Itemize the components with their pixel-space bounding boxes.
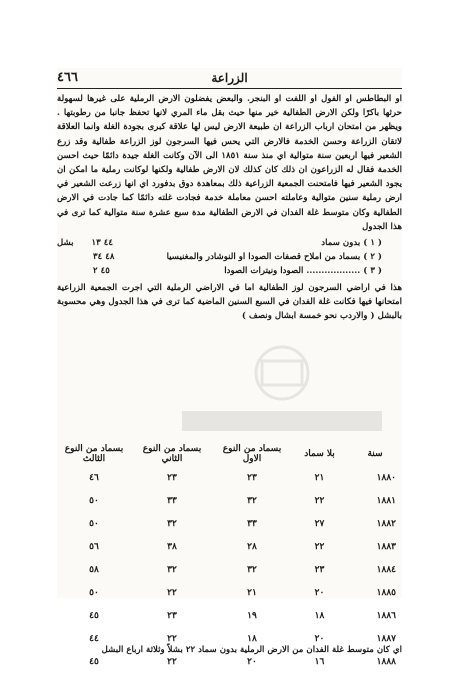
column-header: سنة (367, 449, 383, 459)
table-cell: ١٨٨٠ (376, 472, 396, 483)
paragraph-2: هذا في اراضي السرجون لوز الطفالية اما في الاراضي الرملية التي اجرت الجمعية الزراعية امتحانها فيها فكانت غلة الفدان في السبع السنين الماضية كما ترى في هذا الجدول وهي محسوبة بالبشل ( والاردب نحو خمسة ابشال ونصف ) (57, 282, 402, 322)
table-cell: ٢٢ (314, 541, 325, 552)
table-cell: ٢١ (247, 587, 257, 598)
table-row (57, 581, 402, 604)
table-cell: ٣٢ (247, 564, 257, 575)
body-text (57, 92, 402, 323)
table-header-row (57, 442, 402, 466)
table-cell: ٢٢ (167, 633, 177, 644)
table-cell: ٢٢ (167, 587, 177, 598)
running-title: الزراعة (211, 71, 248, 85)
fertilizer-amount: ٤٤ ١٣ (91, 238, 113, 249)
fertilizer-amount: ٤٥ ٢ (93, 266, 110, 277)
table-cell: ٢١ (314, 472, 325, 483)
fertilizer-amount: ٤٨ ٣٤ (93, 252, 115, 263)
fertilizer-list (57, 236, 402, 279)
table-cell: ١٨٨٥ (376, 587, 396, 598)
table-cell: ٥٠ (89, 587, 99, 598)
table-cell: ٢٣ (314, 564, 325, 575)
table-cell: ١٨٨٣ (376, 541, 396, 552)
table-cell: ١٨٨٨ (376, 656, 396, 667)
column-header: بسماد من النوع الثالث (64, 444, 124, 464)
fertilizer-value (57, 250, 114, 264)
column-header: بلا سماد (304, 449, 335, 459)
column-header: بسماد من النوع الاول (222, 444, 282, 464)
fertilizer-value (57, 236, 113, 250)
table-cell: ٤٥ (89, 656, 99, 667)
table-cell: ٣٣ (247, 518, 257, 529)
table-cell: ٢٣ (167, 610, 177, 621)
table-cell: ٢٠ (314, 587, 325, 598)
yield-table (57, 442, 402, 673)
table-cell: ٣٨ (167, 541, 177, 552)
table-cell: ٣٣ (167, 495, 177, 506)
table-cell: ٢٨ (247, 541, 257, 552)
table-cell: ٣٢ (167, 518, 177, 529)
fertilizer-unit: بشل (57, 238, 74, 249)
fertilizer-label: ( ٢ ) بسماد من املاح قصفات الصودا او النوشادر والمغنيسيا (166, 252, 382, 263)
table-cell: ١٩ (247, 610, 257, 621)
table-cell: ٢٠ (314, 633, 325, 644)
book-page (57, 68, 402, 667)
table-cell: ٢٢ (314, 495, 325, 506)
column-header: بسماد من النوع الثاني (142, 444, 202, 464)
fertilizer-row (57, 236, 402, 250)
footer-text: اي كان متوسط غلة الفدان من الارض الرملية بدون سماد ٢٢ بشلاً وثلاثة ارباع البشل (101, 645, 402, 655)
table-row (57, 466, 402, 489)
table-cell: ٥٨ (89, 564, 99, 575)
table-row (57, 535, 402, 558)
table-cell: ١٦ (314, 656, 325, 667)
fertilizer-row (57, 250, 402, 264)
table-cell: ١٨٨١ (376, 495, 396, 506)
fertilizer-label: ( ٣ ) .................. الصودا ونيترات الصودا (224, 266, 382, 277)
table-cell: ٢٧ (314, 518, 325, 529)
table-row (57, 489, 402, 512)
table-cell: ٤٥ (89, 610, 99, 621)
table-cell: ٢٠ (247, 656, 257, 667)
table-cell: ١٨ (314, 610, 325, 621)
fertilizer-value (57, 264, 110, 278)
table-cell: ٤٤ (89, 633, 99, 644)
table-cell: ٤٦ (89, 472, 99, 483)
table-cell: ١٨٨٢ (376, 518, 396, 529)
table-row (57, 604, 402, 627)
table-cell: ٢٢ (167, 656, 177, 667)
table-cell: ٢٣ (167, 472, 177, 483)
page-number: ٤٦٦ (57, 70, 78, 85)
fertilizer-row (57, 264, 402, 278)
paragraph-1: او البطاطس او الفول او اللفت او البنجر. والبعض يفضلون الارض الرملية على غيرها لسهولة حرثها باكرًا ولكن الارض الطفالية خير منها حيث بقل ماء المري لانها تحفظ جانبا من رطوبتها . ويظهر من امتحان ارباب الزراعة ان طبيعة الارض ليس لها علاقة كبرى بجودة الغلة وانما العلاقة لاتقان الزراعة وحسن الخدمة فالارض التي يحس فيها السرجون لوز الزراعة طفالية وقد زرع الشعير فيها اربعين سنة متوالية اي منذ سنة ١٨٥١ الى الآن وكانت الغلة جيدة دائمًا حيث احسن الخدمة فقال له الزراعون ان ذلك كان كذلك لان الارض طفالية ولكنها لوكانت رملية ما امكن ان يجود الشعير فيها فامتحنت الجمعية الزراعية ذلك بمعاهدة دوق بدفورد اي انها زرعت الشعير في ارض رملية سنين متوالية وعاملته احسن معاملة خدمة فجادت غلته دائمًا كما جادت في الارض الطفالية وكان متوسط غلة الفدان في الارض الطفالية مدة سبع عشرة سنة متوالية كما ترى في هذا الجدول (57, 94, 402, 232)
table-cell: ٢٣ (247, 472, 257, 483)
table-cell: ٥٠ (89, 518, 99, 529)
table-cell: ١٨٨٧ (376, 633, 396, 644)
page-header (57, 68, 402, 89)
table-cell: ١٨٨٤ (376, 564, 396, 575)
table-cell: ٥٦ (89, 541, 99, 552)
table-cell: ١٨٨٦ (376, 610, 396, 621)
table-row (57, 558, 402, 581)
fertilizer-label: ( ١ ) بدون سماد (321, 238, 382, 249)
table-cell: ١٨ (247, 633, 257, 644)
table-cell: ٥٠ (89, 495, 99, 506)
table-cell: ٣٢ (167, 564, 177, 575)
archive-watermark-icon (162, 333, 402, 443)
table-row (57, 512, 402, 535)
table-cell: ٣٢ (247, 495, 257, 506)
